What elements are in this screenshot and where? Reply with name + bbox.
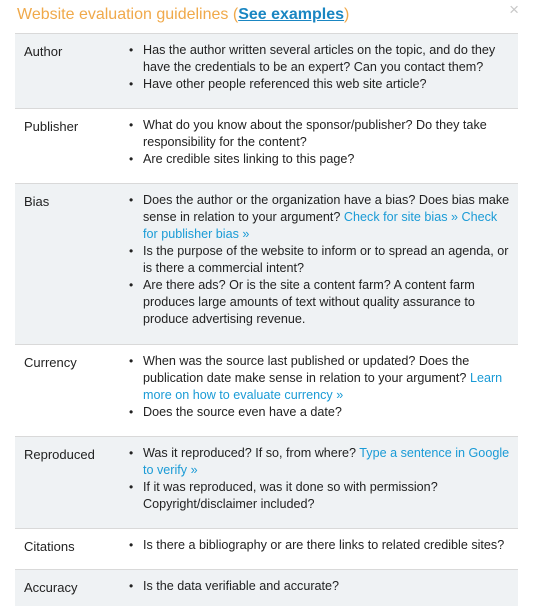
table-row-reproduced xyxy=(15,437,518,529)
row-label: Citations xyxy=(24,539,75,554)
item-text: Are there ads? Or is the site a content farm? A content farm produces large amounts of text without quality assurance to produce advertising revenue. xyxy=(143,278,475,326)
item-text: If it was reproduced, was it done so with permission? Copyright/disclaimer included? xyxy=(143,480,438,511)
list-item xyxy=(143,404,510,421)
item-text: Does the author or the organization have a bias? Does bias make sense in relation to your argument? xyxy=(143,193,510,224)
list-item xyxy=(143,117,510,151)
item-text: Have other people referenced this web site article? xyxy=(143,77,427,91)
see-examples-link[interactable]: See examples xyxy=(238,6,345,23)
row-content xyxy=(121,529,518,569)
item-text: Is there a bibliography or are there links to related credible sites? xyxy=(143,538,505,552)
row-content xyxy=(121,437,518,528)
table-row-publisher xyxy=(15,109,518,184)
dialog-title xyxy=(17,5,349,25)
paren-open: ( xyxy=(232,6,239,23)
row-label: Author xyxy=(24,44,63,59)
title-text: Website evaluation guidelines xyxy=(17,6,229,23)
list-item xyxy=(143,353,510,404)
row-label: Publisher xyxy=(24,119,79,134)
list-item xyxy=(143,479,510,513)
learn-currency-link[interactable]: Learn more on how to evaluate currency » xyxy=(143,371,503,402)
row-content xyxy=(121,109,518,183)
check-bias-link[interactable]: Check for site bias » Check for publisher bias » xyxy=(143,210,498,241)
row-content xyxy=(121,345,518,436)
item-text: Was it reproduced? If so, from where? xyxy=(143,446,360,460)
row-content xyxy=(121,184,518,344)
item-text: Are credible sites linking to this page? xyxy=(143,152,355,166)
list-item xyxy=(143,445,510,479)
bullet-list xyxy=(121,353,510,421)
google-verify-link[interactable]: Type a sentence in Google to verify » xyxy=(143,446,510,477)
list-item xyxy=(143,151,510,168)
list-item xyxy=(143,76,510,93)
bullet-list xyxy=(121,117,510,168)
bullet-list xyxy=(121,537,510,554)
row-label: Reproduced xyxy=(24,447,95,462)
table-row-author xyxy=(15,34,518,109)
close-icon[interactable]: × xyxy=(509,0,519,19)
row-content xyxy=(121,34,518,108)
bullet-list xyxy=(121,445,510,513)
item-text: What do you know about the sponsor/publisher? Do they take responsibility for the content? xyxy=(143,118,487,149)
list-item xyxy=(143,42,510,76)
bullet-list xyxy=(121,192,510,328)
table-row-bias xyxy=(15,184,518,345)
table-row-citations xyxy=(15,529,518,570)
list-item xyxy=(143,243,510,277)
list-item xyxy=(143,578,510,595)
item-text: Is the data verifiable and accurate? xyxy=(143,579,340,593)
table-row-accuracy xyxy=(15,570,518,606)
guidelines-table xyxy=(15,33,518,606)
row-label: Accuracy xyxy=(24,580,78,595)
item-text: Is the purpose of the website to inform or to spread an agenda, or is there a commercial intent? xyxy=(143,244,509,275)
item-text: When was the source last published or updated? Does the publication date make sense in relation to your argument? xyxy=(143,354,470,385)
bullet-list xyxy=(121,42,510,93)
table-row-currency xyxy=(15,345,518,437)
row-label: Currency xyxy=(24,355,77,370)
row-label: Bias xyxy=(24,194,50,209)
item-text: Does the source even have a date? xyxy=(143,405,342,419)
list-item xyxy=(143,537,510,554)
bullet-list xyxy=(121,578,510,595)
item-text: Has the author written several articles on the topic, and do they have the credentials to be an expert? Can you contact them? xyxy=(143,43,496,74)
paren-close: ) xyxy=(344,6,350,23)
list-item xyxy=(143,192,510,243)
list-item xyxy=(143,277,510,328)
row-content xyxy=(121,570,518,606)
